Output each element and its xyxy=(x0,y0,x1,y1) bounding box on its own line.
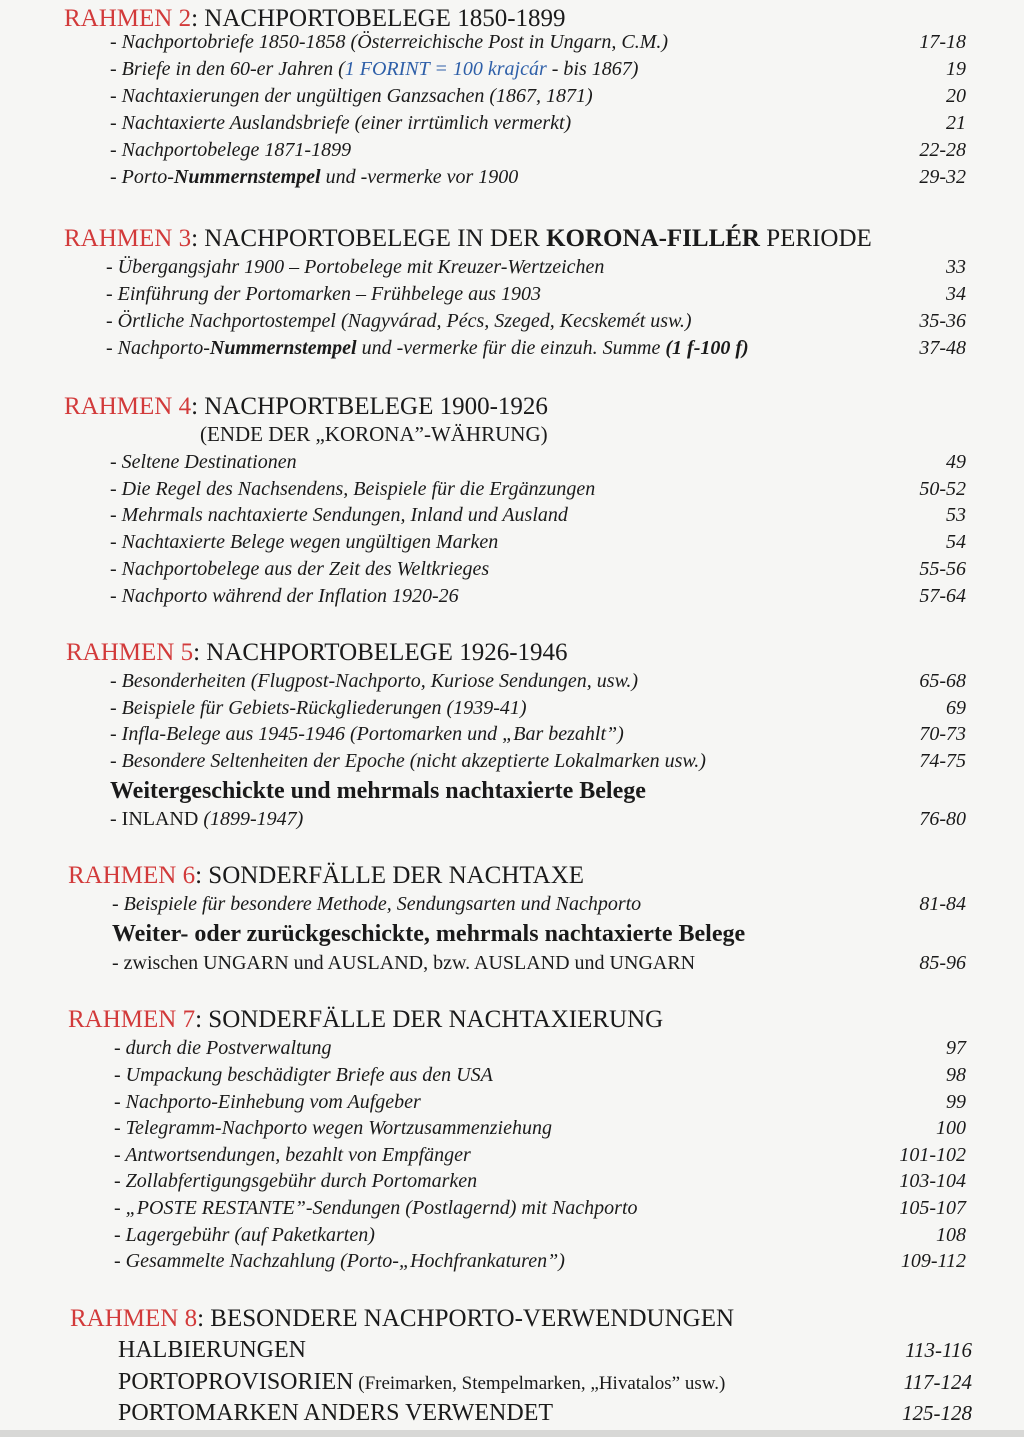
item-text: - Infla-Belege aus 1945-1946 (Portomarken und „Bar bezahlt”) xyxy=(110,723,624,745)
page-range: 69 xyxy=(946,697,966,719)
page-range: 74-75 xyxy=(919,750,966,772)
page-range: 98 xyxy=(946,1064,966,1086)
item-text: - Örtliche Nachportostempel (Nagyvárad, Pécs, Szeged, Kecskemét usw.) xyxy=(106,310,692,332)
list-item xyxy=(0,950,1024,976)
page-range: 37-48 xyxy=(919,337,966,359)
page-range: 81-84 xyxy=(919,893,966,915)
section-key: RAHMEN 8 xyxy=(70,1305,198,1332)
item-text: - Einführung der Portomarken – Frühbelege aus 1903 xyxy=(106,283,541,305)
list-item xyxy=(0,281,1024,307)
page-range: 54 xyxy=(946,531,966,553)
page-range: 17-18 xyxy=(919,31,966,53)
item-text: - Gesammelte Nachzahlung (Porto-„Hochfrankaturen”) xyxy=(114,1250,565,1272)
page-range: 35-36 xyxy=(919,310,966,332)
list-item xyxy=(0,668,1024,694)
item-text: - Mehrmals nachtaxierte Sendungen, Inland und Ausland xyxy=(110,504,568,526)
item-text: - Nachportobelege 1871-1899 xyxy=(110,139,352,161)
section-title: : SONDERFÄLLE DER NACHTAXE xyxy=(195,862,585,889)
list-item xyxy=(0,137,1024,163)
page-range: 100 xyxy=(936,1117,966,1139)
section-key: RAHMEN 7 xyxy=(68,1006,196,1033)
item-text: - Nachtaxierungen der ungültigen Ganzsachen (1867, 1871) xyxy=(110,85,593,107)
list-item xyxy=(0,164,1024,190)
currency-highlight: 1 FORINT = 100 krajcár xyxy=(344,58,547,80)
subsection-title xyxy=(118,1367,725,1399)
list-item xyxy=(0,1248,1024,1274)
list-item xyxy=(0,56,1024,82)
list-item xyxy=(0,1142,1024,1168)
page-range: 99 xyxy=(946,1091,966,1113)
page-range: 85-96 xyxy=(919,952,966,974)
page-range: 53 xyxy=(946,504,966,526)
list-item xyxy=(0,1195,1024,1221)
item-text: - Umpackung beschädigter Briefe aus den USA xyxy=(114,1064,493,1086)
item-text: - Nachporto-Einhebung vom Aufgeber xyxy=(114,1091,421,1113)
section-key: RAHMEN 2 xyxy=(64,5,192,32)
list-item xyxy=(0,695,1024,721)
page-range: 105-107 xyxy=(899,1197,966,1219)
page-range: 50-52 xyxy=(919,478,966,500)
page-range: 33 xyxy=(946,256,966,278)
subsection-title-note: (Freimarken, Stempelmarken, „Hivatalos” usw.) xyxy=(353,1373,726,1394)
item-text: - Antwortsendungen, bezahlt von Empfänger xyxy=(114,1144,471,1166)
item-text-part: - Nachporto- xyxy=(106,337,210,359)
section-key: RAHMEN 4 xyxy=(64,393,192,420)
section-heading-rahmen-5 xyxy=(66,638,568,668)
section-heading-rahmen-3 xyxy=(64,224,872,254)
section-title: : BESONDERE NACHPORTO-VERWENDUNGEN xyxy=(197,1305,735,1332)
list-item xyxy=(0,502,1024,528)
item-text-part: - Porto- xyxy=(110,166,174,188)
section-heading-rahmen-8 xyxy=(70,1304,734,1334)
list-item xyxy=(0,110,1024,136)
item-text: - Lagergebühr (auf Paketkarten) xyxy=(114,1224,375,1246)
section-heading-rahmen-6 xyxy=(68,861,584,891)
page-range: 29-32 xyxy=(919,166,966,188)
item-text-part: und -vermerke vor 1900 xyxy=(320,166,519,188)
list-item xyxy=(0,1222,1024,1248)
list-item xyxy=(0,29,1024,55)
section-key: RAHMEN 3 xyxy=(64,225,192,252)
section-title: : SONDERFÄLLE DER NACHTAXIERUNG xyxy=(195,1006,664,1033)
item-text-bold: Nummernstempel xyxy=(173,166,321,188)
item-text: - Die Regel des Nachsendens, Beispiele für die Ergänzungen xyxy=(110,478,596,500)
item-text: - Nachporto während der Inflation 1920-26 xyxy=(110,585,459,607)
item-text: - zwischen UNGARN und AUSLAND, bzw. AUSLAND und UNGARN xyxy=(112,952,696,974)
item-text-part: und -vermerke für die einzuh. Summe xyxy=(356,337,666,359)
scan-bottom-edge xyxy=(0,1430,1024,1437)
page-range: 117-124 xyxy=(903,1370,972,1394)
section-subtitle: (ENDE DER „KORONA”-WÄHRUNG) xyxy=(200,422,548,446)
item-text: - Nachtaxierte Belege wegen ungültigen Marken xyxy=(110,531,499,553)
list-item xyxy=(0,806,1024,832)
list-item xyxy=(0,476,1024,502)
bold-subheading: Weiter- oder zurückgeschickte, mehrmals nachtaxierte Belege xyxy=(112,921,746,947)
item-text: - Nachportobriefe 1850-1858 (Österreichische Post in Ungarn, C.M.) xyxy=(110,31,669,53)
list-item xyxy=(0,556,1024,582)
list-item xyxy=(0,335,1024,361)
page-range: 70-73 xyxy=(919,723,966,745)
item-text-bold: (1 f-100 f) xyxy=(665,337,749,359)
item-text: - Übergangsjahr 1900 – Portobelege mit Kreuzer-Wertzeichen xyxy=(106,256,605,278)
item-text-bold: Nummernstempel xyxy=(209,337,357,359)
page-range: 49 xyxy=(946,451,966,473)
section-title-bold: KORONA-FILLÉR xyxy=(546,225,760,252)
list-item xyxy=(0,529,1024,555)
page-range: 57-64 xyxy=(919,585,966,607)
section-title: : NACHPORTBELEGE 1900-1926 xyxy=(191,393,548,420)
list-item xyxy=(0,1062,1024,1088)
subsection-title: HALBIERUNGEN xyxy=(118,1337,306,1363)
list-item xyxy=(0,254,1024,280)
item-text: - Beispiele für besondere Methode, Sendungsarten und Nachporto xyxy=(112,893,642,915)
page-range: 65-68 xyxy=(919,670,966,692)
item-text-part: (1899-1947) xyxy=(203,808,304,830)
section-key: RAHMEN 5 xyxy=(66,639,194,666)
list-item xyxy=(0,891,1024,917)
item-text-part: - Briefe in den 60-er Jahren ( xyxy=(110,58,345,80)
section-heading-rahmen-7 xyxy=(68,1005,663,1035)
item-text xyxy=(110,164,518,190)
section-key: RAHMEN 6 xyxy=(68,862,196,889)
subsection-title: PORTOMARKEN ANDERS VERWENDET xyxy=(118,1400,554,1426)
page-range: 113-116 xyxy=(905,1338,972,1362)
item-text: - Zollabfertigungsgebühr durch Portomarken xyxy=(114,1170,478,1192)
item-text: - Telegramm-Nachporto wegen Wortzusammenziehung xyxy=(114,1117,552,1139)
page-range: 55-56 xyxy=(919,558,966,580)
item-text: - Nachportobelege aus der Zeit des Weltkrieges xyxy=(110,558,490,580)
list-item xyxy=(0,1089,1024,1115)
list-item xyxy=(0,1035,1024,1061)
subsection-title-main: PORTOPROVISORIEN xyxy=(118,1369,354,1395)
section-title: : NACHPORTOBELEGE 1926-1946 xyxy=(193,639,568,666)
page-range: 34 xyxy=(946,283,966,305)
item-text-part: - bis 1867) xyxy=(546,58,639,80)
page-range: 22-28 xyxy=(919,139,966,161)
item-text xyxy=(110,806,303,832)
item-text: - „POSTE RESTANTE”-Sendungen (Postlagernd) mit Nachporto xyxy=(114,1197,638,1219)
list-item xyxy=(0,748,1024,774)
item-text xyxy=(106,335,749,361)
section-title: : NACHPORTOBELEGE 1850-1899 xyxy=(191,5,566,32)
page-range: 108 xyxy=(936,1224,966,1246)
item-text: - Nachtaxierte Auslandsbriefe (einer irrtümlich vermerkt) xyxy=(110,112,572,134)
page-range: 101-102 xyxy=(899,1144,966,1166)
item-text xyxy=(110,56,638,82)
list-item xyxy=(0,721,1024,747)
section-heading-rahmen-4 xyxy=(64,392,548,422)
section-title: : NACHPORTOBELEGE IN DER xyxy=(191,225,547,252)
item-text: - Seltene Destinationen xyxy=(110,451,297,473)
item-text: - Besondere Seltenheiten der Epoche (nicht akzeptierte Lokalmarken usw.) xyxy=(110,750,706,772)
item-text-part: - INLAND xyxy=(110,808,204,830)
page-range: 20 xyxy=(946,85,966,107)
page-range: 21 xyxy=(946,112,966,134)
list-item xyxy=(0,1168,1024,1194)
bold-subheading: Weitergeschickte und mehrmals nachtaxierte Belege xyxy=(110,778,646,804)
list-item xyxy=(0,583,1024,609)
page-range: 76-80 xyxy=(919,808,966,830)
list-item xyxy=(0,308,1024,334)
list-item xyxy=(0,1115,1024,1141)
page-range: 19 xyxy=(946,58,966,80)
page-range: 103-104 xyxy=(899,1170,966,1192)
section-title: PERIODE xyxy=(759,225,872,252)
item-text: - durch die Postverwaltung xyxy=(114,1037,332,1059)
page-range: 125-128 xyxy=(902,1401,972,1425)
list-item xyxy=(0,449,1024,475)
page-range: 109-112 xyxy=(900,1250,966,1272)
item-text: - Besonderheiten (Flugpost-Nachporto, Kuriose Sendungen, usw.) xyxy=(110,670,639,692)
item-text: - Beispiele für Gebiets-Rückgliederungen (1939-41) xyxy=(110,697,527,719)
list-item xyxy=(0,83,1024,109)
page-range: 97 xyxy=(946,1037,966,1059)
